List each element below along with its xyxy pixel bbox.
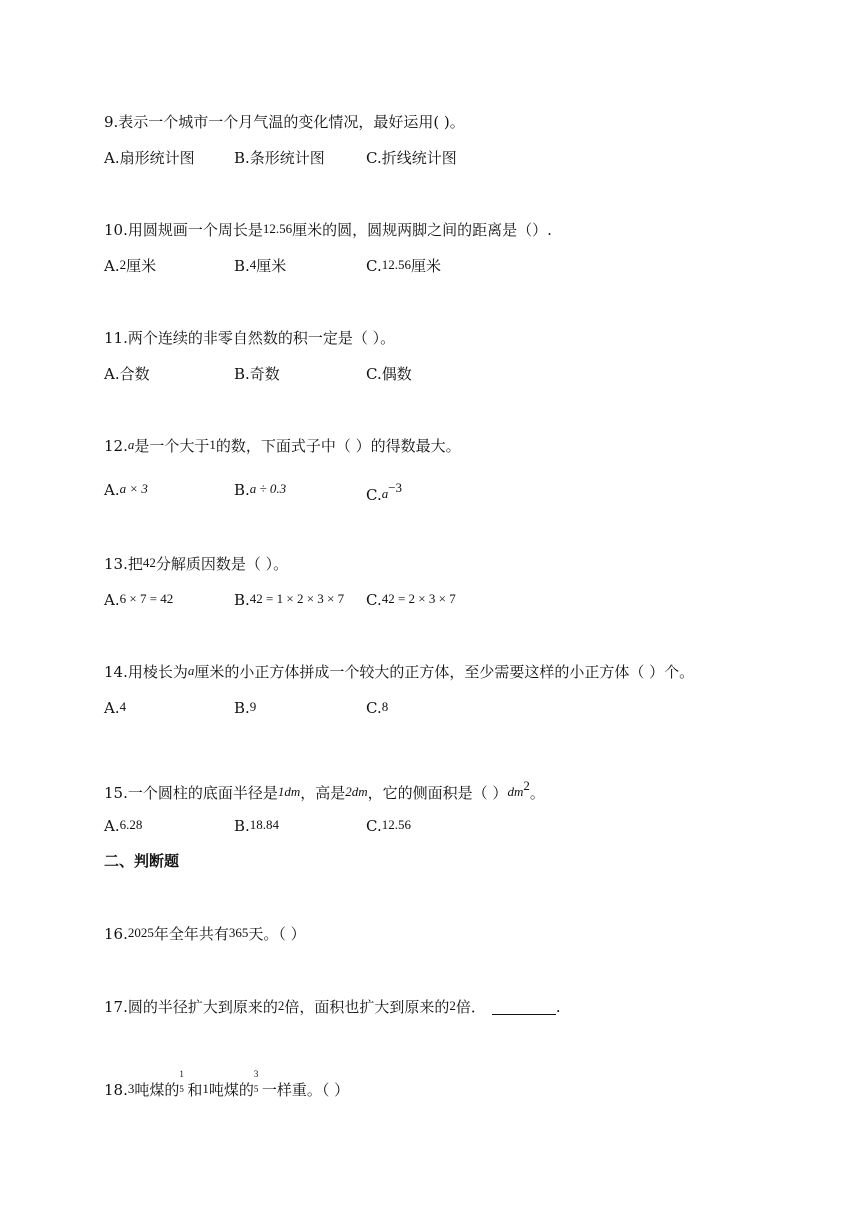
- judgment-16: [104, 924, 306, 945]
- option-letter: B.: [234, 591, 250, 609]
- stem-text: 厘米的圆，圆规两脚之间的距离是（）.: [292, 221, 552, 239]
- answer-blank[interactable]: [492, 1014, 556, 1015]
- option-letter: A.: [104, 257, 120, 275]
- stem-number: 2025: [127, 925, 154, 940]
- stem-text: ，高是: [300, 784, 346, 802]
- option-value: 42 = 2 × 3 × 7: [381, 591, 456, 606]
- question-9-option-a: A.扇形统计图: [104, 149, 195, 167]
- option-value: 9: [249, 699, 257, 714]
- option-value: 2: [119, 257, 127, 272]
- option-letter: A.: [104, 591, 120, 609]
- option-value: 18.84: [249, 817, 280, 832]
- option-unit: 厘米: [126, 257, 157, 275]
- option-value: a: [381, 486, 389, 501]
- stem-text: 13.把: [104, 555, 143, 573]
- question-14-option-b: [234, 698, 256, 719]
- stem-text: 10.用圆规画一个周长是: [104, 221, 263, 239]
- option-letter: B.: [234, 699, 250, 717]
- fraction-three-fifths: [253, 1069, 262, 1098]
- fraction-denominator: 5: [253, 1084, 259, 1094]
- stem-text: 12.: [104, 437, 128, 455]
- question-14-option-a: [104, 698, 126, 719]
- option-exponent: −3: [388, 480, 403, 495]
- option-letter: A.: [104, 481, 120, 499]
- stem-text: .: [555, 998, 561, 1016]
- question-14-stem: [104, 662, 694, 683]
- stem-text: 吨煤的: [208, 1081, 254, 1099]
- question-14-option-c: [366, 698, 388, 719]
- stem-number: 12.56: [262, 221, 293, 236]
- option-value: 6.28: [119, 817, 143, 832]
- judgment-17: [104, 997, 561, 1018]
- stem-text: 。: [529, 784, 545, 802]
- stem-unit: dm: [507, 784, 524, 799]
- option-value: 8: [381, 699, 389, 714]
- stem-text: 倍．: [455, 998, 486, 1016]
- stem-text: 15.一个圆柱的底面半径是: [104, 784, 278, 802]
- option-value: 6 × 7 = 42: [119, 591, 174, 606]
- option-unit: 厘米: [256, 257, 287, 275]
- option-value: 4: [119, 699, 127, 714]
- stem-text: 天。（ ）: [248, 925, 306, 943]
- question-10-stem: [104, 220, 552, 241]
- question-11-option-a: A.合数: [104, 365, 150, 383]
- stem-number: 365: [228, 925, 249, 940]
- option-letter: C.: [366, 257, 382, 275]
- option-unit: 厘米: [410, 257, 441, 275]
- section-title: 二、判断题: [104, 852, 180, 870]
- stem-variable: a: [187, 663, 195, 678]
- stem-number: 2: [277, 998, 285, 1013]
- stem-number: 3: [127, 1081, 135, 1096]
- question-15-stem: [104, 778, 545, 804]
- stem-number: 1: [202, 1081, 209, 1096]
- option-value: 4: [249, 257, 257, 272]
- question-12-stem: [104, 436, 461, 457]
- stem-text: ，它的侧面积是（ ）: [367, 784, 508, 802]
- question-9-option-b: B.条形统计图: [234, 149, 325, 167]
- option-letter: A.: [104, 817, 120, 835]
- option-value: 12.56: [381, 257, 411, 272]
- stem-text: 年全年共有: [153, 925, 229, 943]
- question-15-option-a: [104, 816, 142, 837]
- stem-text: 分解质因数是（ ）。: [155, 555, 289, 573]
- stem-text: 的数，下面式子中（ ）的得数最大。: [215, 437, 461, 455]
- question-11-option-b: B.奇数: [234, 365, 280, 383]
- question-13-option-c: [366, 590, 456, 611]
- option-value: a ÷ 0.3: [249, 481, 287, 496]
- fraction-numerator: 3: [253, 1069, 259, 1079]
- question-10-option-c: [366, 256, 441, 277]
- stem-measure: 1dm: [277, 784, 301, 799]
- option-letter: C.: [366, 699, 382, 717]
- option-letter: C.: [366, 817, 382, 835]
- question-15-option-b: [234, 816, 279, 837]
- option-letter: C.: [366, 591, 382, 609]
- stem-number: 42: [142, 555, 156, 570]
- question-13-stem: [104, 554, 288, 575]
- question-9-stem: 9.表示一个城市一个月气温的变化情况，最好运用( )。: [104, 113, 465, 131]
- question-13-option-a: [104, 590, 173, 611]
- stem-number: 2: [449, 998, 456, 1013]
- stem-text: 14.用棱长为: [104, 663, 188, 681]
- stem-text: 厘米的小正方体拼成一个较大的正方体，至少需要这样的小正方体（ ）个。: [194, 663, 695, 681]
- question-11-stem: 11.两个连续的非零自然数的积一定是（ ）。: [104, 329, 396, 347]
- stem-unit-exponent: 2: [523, 778, 530, 793]
- stem-text: 一样重。（ ）: [261, 1081, 350, 1099]
- option-letter: B.: [234, 817, 250, 835]
- stem-variable: a: [127, 437, 135, 452]
- question-12-option-a: [104, 480, 148, 501]
- stem-text: 和: [187, 1081, 203, 1099]
- question-13-option-b: [234, 590, 344, 611]
- option-value: a × 3: [119, 481, 148, 496]
- option-value: 42 = 1 × 2 × 3 × 7: [249, 591, 345, 606]
- question-15-option-c: [366, 816, 411, 837]
- stem-text: 17.圆的半径扩大到原来的: [104, 998, 278, 1016]
- stem-text: 吨煤的: [134, 1081, 180, 1099]
- judgment-18: [104, 1069, 350, 1101]
- option-letter: C.: [366, 486, 382, 504]
- option-letter: B.: [234, 257, 250, 275]
- stem-text: 是一个大于: [134, 437, 210, 455]
- option-value: 12.56: [381, 817, 411, 832]
- question-11-option-c: C.偶数: [366, 365, 412, 383]
- question-12-option-c: [366, 480, 402, 506]
- question-9-option-c: C.折线统计图: [366, 149, 457, 167]
- fraction-numerator: 1: [179, 1069, 184, 1079]
- option-letter: A.: [104, 699, 120, 717]
- question-10-option-b: [234, 256, 286, 277]
- fraction-denominator: 5: [179, 1084, 184, 1094]
- stem-measure: 2dm: [345, 784, 368, 799]
- option-letter: B.: [234, 481, 250, 499]
- question-10-option-a: [104, 256, 156, 277]
- stem-text: 18.: [104, 1081, 128, 1099]
- stem-text: 16.: [104, 925, 128, 943]
- stem-text: 倍，面积也扩大到原来的: [284, 998, 450, 1016]
- fraction-one-fifth: [179, 1069, 187, 1098]
- stem-number: 1: [209, 437, 216, 452]
- question-12-option-b: [234, 480, 286, 501]
